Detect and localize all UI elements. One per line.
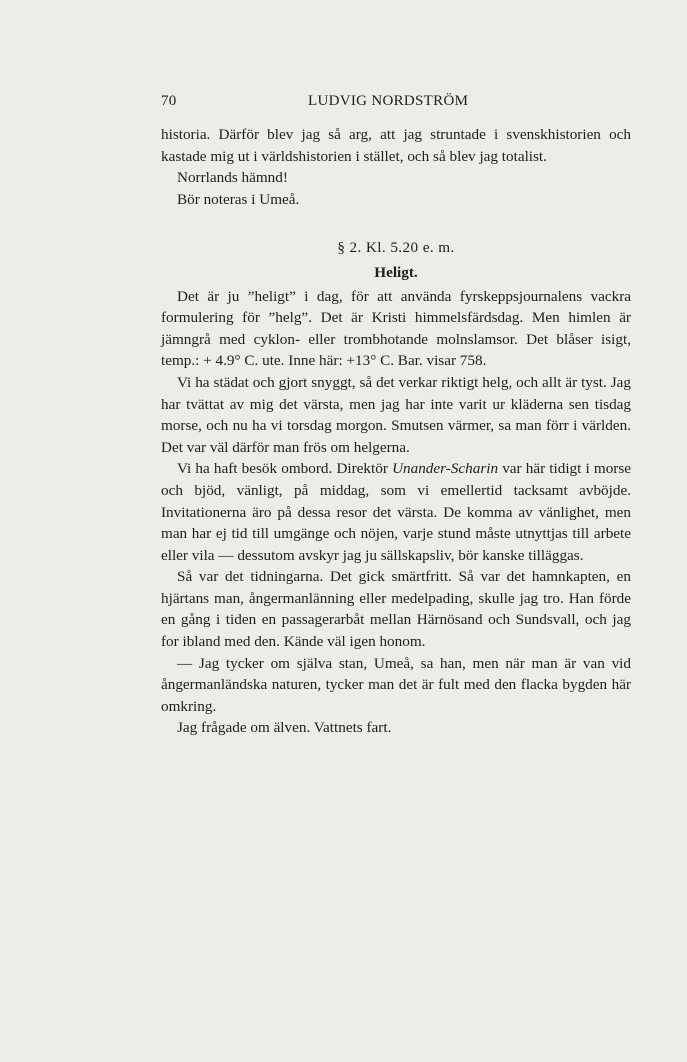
paragraph-continuation: historia. Därför blev jag så arg, att jag struntade i svenskhistorien och kastade mig ut i världshistorien i stället, och så blev jag totalist. — [161, 126, 631, 165]
paragraph-stadat: Vi ha städat och gjort snyggt, så det verkar riktigt helg, och allt är tyst. Jag har tvättat av mig det värsta, men jag har inte varit ur kläderna sen tisdag morse, och nu ha vi torsdag morgon. Smutsen värmer, sa man förr i världen. Det var väl därför man frös om helgerna. — [161, 373, 631, 456]
page-body — [161, 124, 631, 739]
paragraph-besok-end: var här tidigt i morse och bjöd, vänligt, på middag, som vi emellertid tacksamt avböjde. Invitationerna äro på dessa resor det värsta. De komma av vänlighet, men man har ej tid till umgänge och nöjen, varje stund måste utnyttjas till arbete eller vila — dessutom avskyr jag ju sällskapsliv, bör kanske tilläggas. — [161, 460, 632, 564]
paragraph-note: Bör noteras i Umeå. — [177, 190, 300, 208]
page-header — [161, 93, 631, 113]
section-heading: § 2. Kl. 5.20 e. m. — [337, 239, 455, 257]
paragraph-exclamation: Norrlands hämnd! — [177, 169, 288, 187]
running-head: LUDVIG NORDSTRÖM — [308, 93, 469, 109]
paragraph-alven: Jag frågade om älven. Vattnets fart. — [177, 719, 392, 737]
paragraph-tidningarna: Så var det tidningarna. Det gick smärtfritt. Så var det hamnkapten, en hjärtans man, ångermanlänning eller medelpading, skulle jag tro. Han förde en gång i tiden en passagerarbåt mellan Härnösand och Sundsvall, och jag for ibland med den. Kände väl igen honom. — [161, 568, 631, 651]
paragraph-besok-start: Vi ha haft besök ombord. Direktör — [177, 460, 393, 478]
page-number: 70 — [161, 93, 177, 109]
paragraph-besok — [161, 458, 631, 566]
paragraph-heligt: Det är ju ”heligt” i dag, för att använda fyrskeppsjournalens vackra formulering för ”helg”. Det är Kristi himmelsfärdsdag. Men himlen är jämngrå med cyklon- eller trombhotande molnslamsor. Det blåser isigt, temp.: + 4.9° C. ute. Inne här: +13° C. Bar. visar 758. — [161, 287, 631, 370]
person-name: Unander-Scharin — [392, 460, 499, 478]
section-title: Heligt. — [374, 263, 418, 281]
paragraph-dialogue: — Jag tycker om själva stan, Umeå, sa han, men när man är van vid ångermanländska naturen, tycker man det är fult med den flacka bygden här omkring. — [161, 654, 631, 715]
